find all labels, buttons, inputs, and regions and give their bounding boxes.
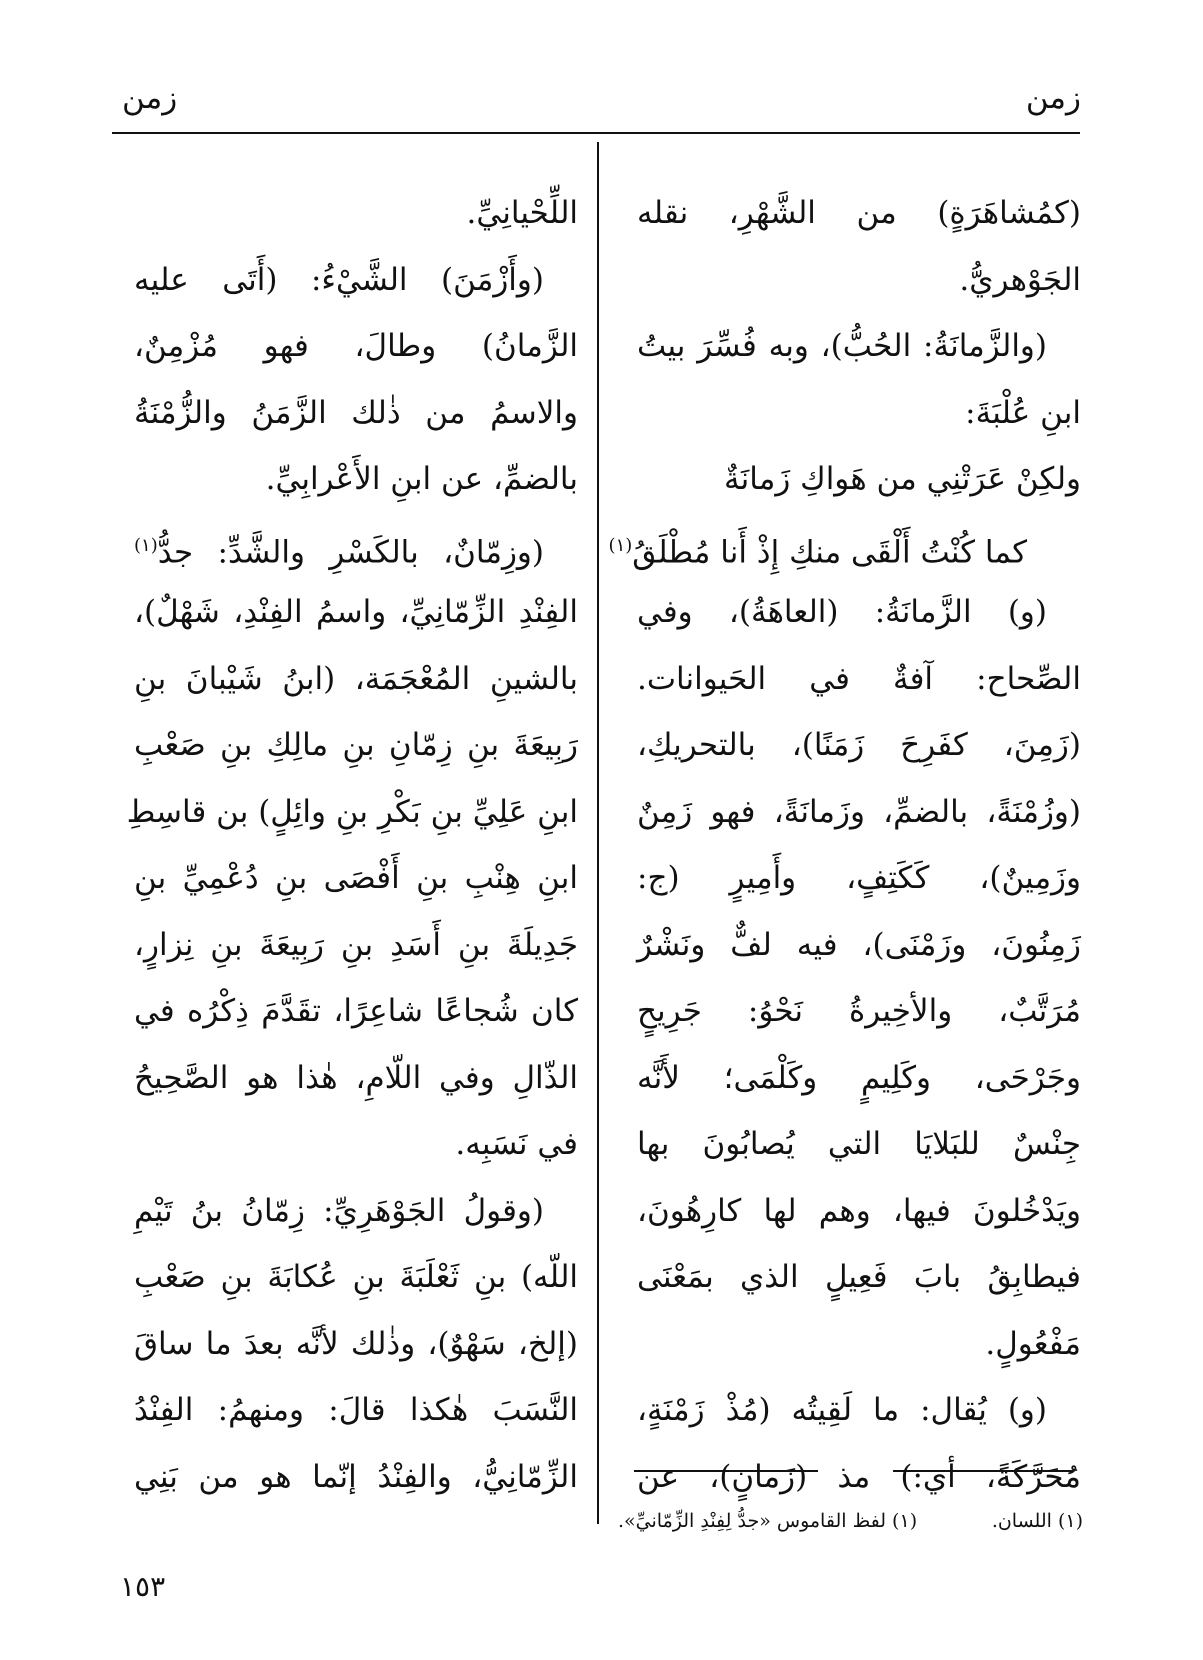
- text-line: الصِّحاح: آفةٌ في الحَيوانات.: [637, 660, 1081, 697]
- text-line: ابنِ هِنْبِ بنِ أَفْصَى بنِ دُعْمِيِّ بنِ: [134, 860, 578, 896]
- text-line: الفِنْدِ الزِّمّانِيِّ، واسمُ الفِنْدِ، شَهْلٌ)،: [134, 594, 578, 630]
- left-column: [126, 180, 578, 1510]
- text-line: مُحَرَّكَةً، أي:) مذ (زَمانٍ)، عن: [637, 1458, 1081, 1495]
- text-line: ابنِ عُلْبَةَ:: [965, 394, 1081, 431]
- footnote-rule-right: [893, 1470, 1073, 1472]
- verse-line: ولكِنْ عَرَتْنِي من هَواكِ زَمانَةٌ: [724, 461, 1081, 497]
- text-line: (زَمِنَ، كفَرِحَ زَمَنًا)، بالتحريكِ،: [637, 727, 1081, 763]
- text-line: جِنْسٌ للبَلايَا التي يُصابُونَ بها: [637, 1126, 1081, 1162]
- footnote-right: (١) اللسان.: [991, 1510, 1083, 1532]
- verse-text: كما كُنْتُ أَلْقَى منكِ إِذْ أَنا مُطْلَقُ: [632, 533, 1027, 570]
- text-line: رَبِيعَةَ بنِ زِمّانِ بنِ مالِكِ بنِ صَعْبِ: [134, 727, 578, 763]
- footnote-left: (١) لفظ القاموس «جدُّ لِفِنْدِ الزِّمّانيِّ».: [618, 1510, 918, 1532]
- text-line: فيطابِقُ بابَ فَعِيلٍ الذي بمَعْنَى: [637, 1259, 1081, 1295]
- text-line: ابنِ عَلِيِّ بنِ بَكْرِ بنِ وائِلٍ) بن قاسِطِ: [126, 793, 578, 830]
- text-line: الجَوْهريُّ.: [959, 261, 1081, 298]
- text-line: والاسمُ من ذٰلك الزَّمَنُ والزُّمْنَةُ: [134, 394, 578, 431]
- running-head-left: زمن: [122, 80, 178, 116]
- text-line: (وقولُ الجَوْهَرِيِّ: زِمّانُ بنُ تَيْمِ: [134, 1192, 544, 1229]
- text-line: جَدِيلَةَ بنِ أَسَدِ بنِ رَبِيعَةَ بنِ نِزارٍ،: [134, 926, 578, 963]
- text-line: مُرَتَّبٌ، والأخِيرةُ نَحْوُ: جَرِيحٍ: [637, 993, 1081, 1029]
- text-line: اللّه) بنِ ثَعْلَبَةَ بنِ عُكابَةَ بنِ صَعْبِ: [134, 1259, 578, 1295]
- text-line: وجَرْحَى، وكَلِيمٍ وكَلْمَى؛ لأَنَّه: [637, 1059, 1081, 1096]
- text-line: مَفْعُولٍ.: [985, 1325, 1081, 1362]
- text-line: زَمِنُونَ، وزَمْنَى)، فيه لفٌّ ونَشْرٌ: [637, 926, 1081, 963]
- text-line: بالشينِ المُعْجَمَة، (ابنُ شَيْبانَ بنِ: [134, 660, 578, 697]
- verse-line: [608, 513, 1081, 580]
- text-line: (والزَّمانَةُ: الحُبُّ)، وبه فُسِّرَ بيتُ: [637, 328, 1047, 364]
- text-line: (و) الزَّمانَةُ: (العاهَةُ)، وفي: [637, 594, 1047, 630]
- text-line: اللِّحْيانِيِّ.: [466, 195, 578, 231]
- text-line: (وأَزْمَنَ) الشَّيْءُ: (أَتَى عليه: [134, 261, 544, 298]
- text-line: الزِّمّانِيُّ، والفِنْدُ إنّما هو من بَنِي: [134, 1458, 578, 1495]
- running-head-right: زمن: [1025, 80, 1081, 116]
- jadd-text: (وزِمّانٌ، بالكَسْرِ والشَّدِّ: جدُّ: [157, 533, 544, 570]
- text-line: النَّسَبَ هٰكذا قالَ: ومنهمُ: الفِنْدُ: [134, 1392, 578, 1428]
- text-line: (وزُمْنَةً، بالضمِّ، وزَمانَةً، فهو زَمِنٌ: [637, 793, 1081, 830]
- text-line: (كمُشاهَرَةٍ) من الشَّهْرِ، نقله: [637, 195, 1081, 231]
- text-line: [134, 513, 578, 580]
- text-line: (و) يُقال: ما لَقِيتُه (مُذْ زَمْنَةٍ،: [637, 1392, 1047, 1428]
- right-column: [608, 180, 1081, 1510]
- text-line: الزَّمانُ) وطالَ، فهو مُزْمِنٌ،: [134, 328, 578, 364]
- page-number: ١٥٣: [120, 1570, 166, 1603]
- text-line: كان شُجاعًا شاعِرًا، تقَدَّمَ ذِكْرُه في: [134, 993, 578, 1029]
- text-line: في نَسَبِه.: [455, 1126, 578, 1162]
- text-line: (إلخ، سَهْوٌ)، وذٰلك لأنَّه بعدَ ما ساقَ: [134, 1325, 578, 1362]
- footnote-mark: (١): [134, 534, 158, 556]
- footnote-mark: (١): [608, 534, 633, 556]
- header-rule: [112, 132, 1080, 134]
- column-divider: [597, 142, 599, 1524]
- text-line: وزَمِينٌ)، كَكَتِفٍ، وأَمِيرٍ (ج:: [637, 860, 1081, 896]
- footnote-rule-left: [634, 1470, 818, 1472]
- text-line: ويَدْخُلونَ فيها، وهم لها كارِهُونَ،: [637, 1192, 1081, 1229]
- text-line: بالضمِّ، عن ابنِ الأَعْرابِيِّ.: [265, 461, 578, 497]
- text-line: الذّالِ وفي اللّامِ، هٰذا هو الصَّحِيحُ: [134, 1059, 578, 1096]
